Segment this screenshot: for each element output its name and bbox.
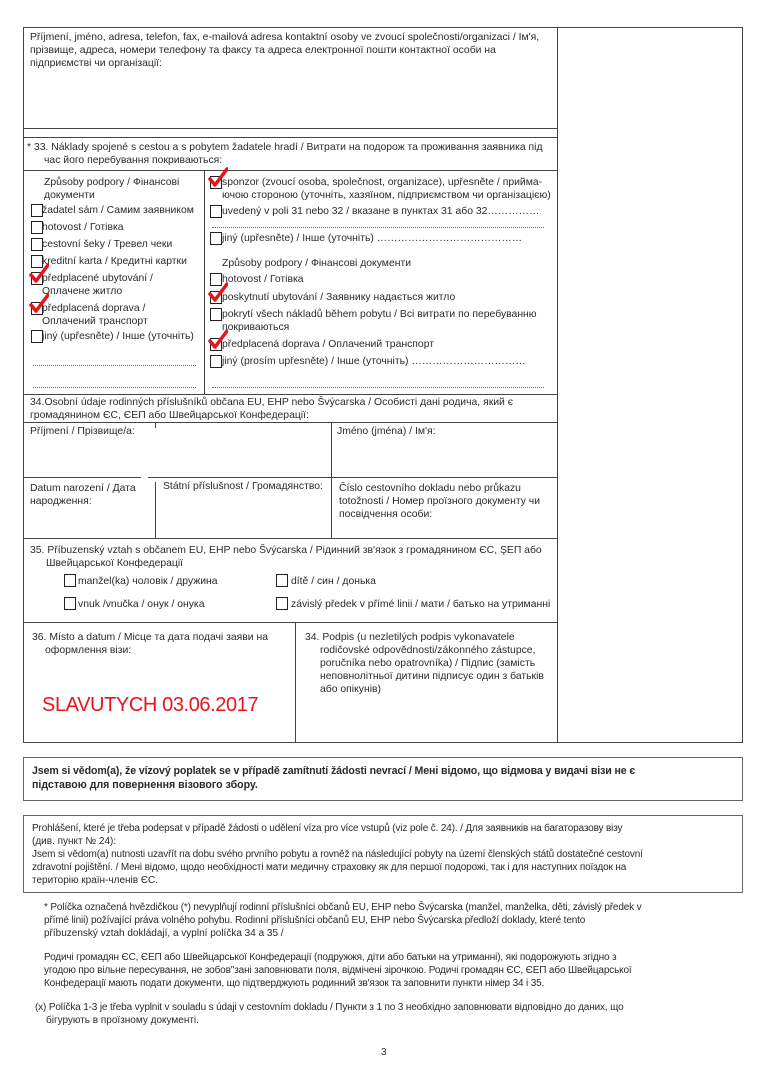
divider [23, 128, 558, 129]
divider [148, 477, 558, 478]
multi-entry-line4: zdravotní pojištění. / Мені відомо, щодо необхідності мати медичну страховку як для першої подорожі, так і для наступних поїздок на [32, 862, 627, 873]
divider [23, 422, 558, 423]
section-34-title-line1: 34.Osobní údaje rodinných příslušníků občana EU, EHP nebo Švýcarska / Особисті дані родича, який є [30, 397, 514, 408]
divider [23, 170, 558, 171]
divider [155, 482, 156, 538]
doc-label-line1: Číslo cestovního dokladu nebo průkazu [339, 483, 521, 494]
section-35-title-line1: 35. Příbuzenský vztah s občanem EU, EHP nebo Švýcarska / Рідинний зв'язок з громадянином ЄС, ŞЕП або [30, 545, 542, 556]
option-label: kreditní karta / Кредитні картки [42, 256, 187, 267]
checkbox[interactable] [64, 574, 76, 587]
option-label: hotovost / Готівка [222, 274, 304, 285]
option-label-line2: Оплачений транспорт [42, 316, 148, 327]
place-date-value: SLAVUTYCH 03.06.2017 [42, 694, 259, 716]
page-number: 3 [381, 1047, 387, 1058]
option-label: předplacená doprava / Оплачений транспорт [222, 339, 435, 350]
option-label: uvedený v poli 31 nebo 32 / вказане в пунктах 31 або 32…………… [222, 206, 540, 217]
checkbox[interactable] [64, 597, 76, 610]
specify-line[interactable] [212, 227, 544, 228]
divider [155, 422, 156, 428]
option-label: manžel(ka) чоловік / дружина [78, 576, 218, 587]
divider [23, 394, 558, 395]
doc-label-line3: посвідчення особи: [339, 509, 433, 520]
signature-label-line1: 34. Podpis (u nezletilých podpis vykonavatele [305, 632, 515, 643]
contact-label-line1: Příjmení, jméno, adresa, telefon, fax, e-mailová adresa kontaktní osoby ve zvoucí společnosti/organizaci / Ім'я, [30, 32, 540, 43]
section-34-title-line2: громадянином ЄС, ЄЕП або Швейцарської Конфедерації: [30, 410, 309, 421]
fee-notice-line1: Jsem si vědom(a), že vízový poplatek se v případě zamítnutí žádosti nevrací / Мені відомо, що відмова у видачі візи не є [32, 765, 636, 777]
option-label-line1: sponzor (zvoucí osoba, společnost, organizace), upřesněte / прийма- [222, 177, 543, 188]
footnote-line: přímé linii) požívající práva volného pohybu. Rodinní příslušníci občanů EU, EHP nebo Švýcarska předloží doklady, které tento [44, 915, 586, 926]
other-specify-line[interactable] [33, 365, 196, 366]
divider [23, 477, 141, 478]
footnote-line: бігурують в проїзному документі. [46, 1015, 199, 1026]
divider [23, 622, 558, 623]
surname-label: Příjmení / Прізвище/а: [30, 426, 135, 437]
fee-notice-line2: підставою для повернення візового збору. [32, 779, 258, 791]
multi-entry-line2: (див. пункт № 24): [32, 836, 117, 847]
other-specify-line[interactable] [33, 387, 196, 388]
signature-label-line5: або опікунів) [320, 684, 381, 695]
section-35-title-line2: Швейцарської Конфедерації [46, 558, 184, 569]
checkbox[interactable] [210, 308, 222, 321]
option-label: vnuk /vnučka / онук / онука [78, 599, 205, 610]
doc-label-line2: totožnosti / Номер проїзного документу чи [339, 496, 541, 507]
signature-label-line4: неповнолітньої дитини підписує один з батьків [320, 671, 544, 682]
divider [295, 622, 296, 743]
specify-line[interactable] [212, 387, 544, 388]
given-name-label: Jméno (jména) / Ім'я: [337, 426, 436, 437]
left-heading-line1: Způsoby podpory / Фінансові [44, 177, 180, 188]
divider [23, 137, 558, 138]
option-label-line1: předplacená doprava / [42, 303, 146, 314]
footnote-line: (x) Políčka 1-3 je třeba vyplnit v souladu s údaji v cestovním dokladu / Пункти з 1 по 3 необхідно заповнювати відповідно до даних, що [35, 1002, 624, 1013]
option-label: hotovost / Готівка [42, 222, 124, 233]
option-label-line2: ючою стороною (уточніть, хазяїном, підприємством чи організацією) [222, 190, 551, 201]
option-label: jiný (upřesněte) / Інше (уточніть) [42, 331, 194, 342]
option-label: cestovní šeky / Тревел чеки [42, 239, 173, 250]
option-label: žadatel sám / Самим заявником [42, 205, 194, 216]
checkbox[interactable] [276, 574, 288, 587]
right-heading: Způsoby podpory / Фінансові документи [222, 258, 412, 269]
option-label-line2: Оплачене житло [42, 286, 123, 297]
multi-entry-line5: територію країн-членів ЄС. [32, 875, 159, 886]
checkbox[interactable] [210, 355, 222, 368]
option-label-line1: pokrytí všech nákladů během pobytu / Всі витрати по перебуванню [222, 309, 537, 320]
place-date-label-line1: 36. Místo a datum / Місце та дата подачі заяви на [32, 632, 269, 643]
fee-notice-box [23, 757, 743, 801]
checkbox[interactable] [276, 597, 288, 610]
section-33-title-line2: час його перебування покриваються: [44, 155, 223, 166]
footnote-line: Родичі громадян ЄС, ЄЕП або Швейцарської Конфедерації (подружжя, діти або батьки на утриманні), які подорожують згідно з [44, 952, 617, 963]
left-heading-line2: документи [44, 190, 95, 201]
signature-label-line2: rodičovské odpovědnosti/zákonného zástupce, [320, 645, 536, 656]
dob-label-line2: народження: [30, 496, 92, 507]
footnote-line: угодою про вільне пересування, не зобов''зані заповнювати поля, відмічені зірочкою. Родичі громадян ЄС, ЄЕП або Швейцарської [44, 965, 632, 976]
option-label-line1: předplacené ubytování / [42, 273, 153, 284]
footnote-line: * Políčka označená hvězdičkou (*) nevyplňují rodinní příslušníci občanů EU, EHP nebo Švýcarska (manžel, manželka, děti, závislý předek v [44, 902, 642, 913]
divider [204, 170, 205, 394]
option-label: dítě / син / донька [291, 576, 376, 587]
contact-label-line3: підприємстві чи організації: [30, 58, 162, 69]
option-label: poskytnutí ubytování / Заявнику надається житло [222, 292, 456, 303]
checkbox[interactable] [210, 205, 222, 218]
checkbox[interactable] [210, 232, 222, 245]
option-label-line2: покриваються [222, 322, 290, 333]
option-label: jiný (upřesněte) / Інше (уточніть) …………………………………… [222, 233, 523, 244]
signature-label-line3: poručníka nebo opatrovníka) / Підпис (замість [320, 658, 536, 669]
footnote-line: Конфедерації мають подати документи, що підтверджують родинний зв'язок та заповнити пункти німер 34 і 35. [44, 978, 545, 989]
place-date-label-line2: оформлення візи: [45, 645, 132, 656]
divider [23, 538, 558, 539]
multi-entry-line1: Prohlášení, které je třeba podepsat v případě žádosti o udělení víza pro více vstupů (viz pole č. 24). / Для заявників на багаторазову візу [32, 823, 623, 834]
divider [331, 422, 332, 538]
option-label: jiný (prosím upřesněte) / Інше (уточніть) …………………………… [222, 356, 526, 367]
option-label: závislý předek v přímé linii / мати / батько на утриманні [291, 599, 551, 610]
contact-label-line2: прізвище, адреса, номери телефону та факсу та адреса електронної пошти контактної особи на [30, 45, 496, 56]
multi-entry-line3: Jsem si vědom(a) nutnosti uzavřít na dobu svého prvního pobytu a rovněž na následující pobyty na území členských států dostatečné cestovní [32, 849, 643, 860]
dob-label-line1: Datum narození / Дата [30, 483, 136, 494]
nationality-label: Státní příslušnost / Громадянство: [163, 481, 323, 492]
multi-entry-box [23, 815, 743, 893]
footnote-line: příbuzenský vztah dokládají, a vyplní políčka 34 a 35 / [44, 928, 284, 939]
office-use-column [557, 27, 743, 743]
section-33-title-line1: * 33. Náklady spojené s cestou a s pobytem žadatele hradí / Витрати на подорож та проживання заявника під [27, 142, 543, 153]
